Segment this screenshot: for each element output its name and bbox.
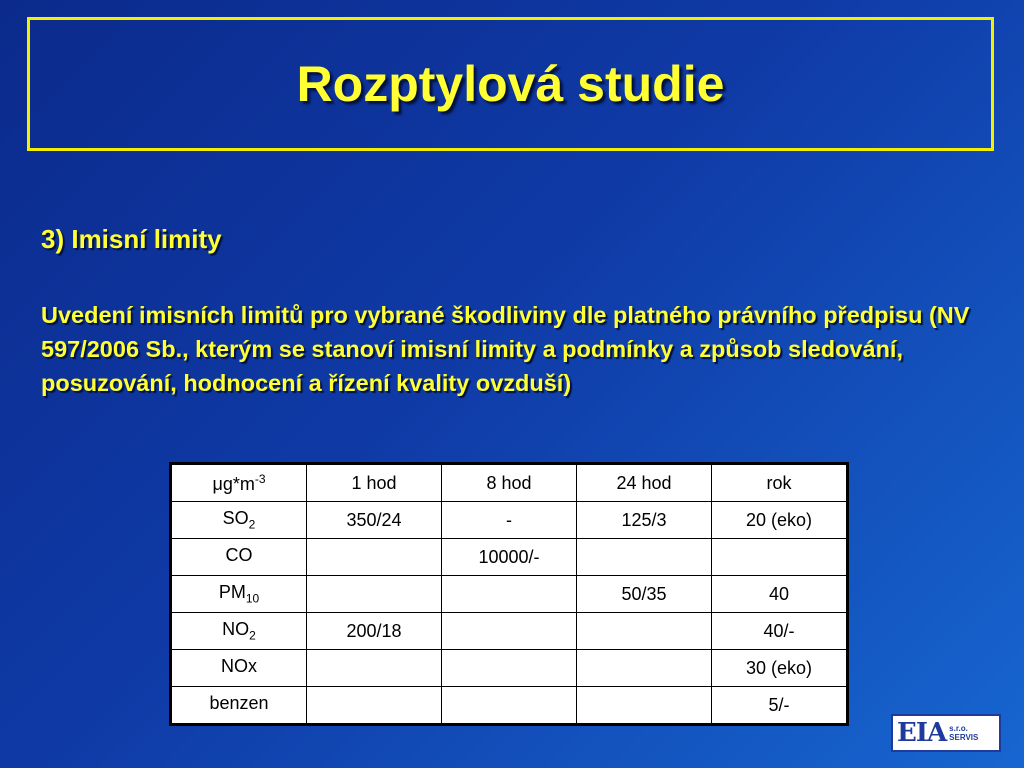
value-cell [442, 576, 577, 613]
header-cell: 24 hod [577, 464, 712, 502]
table-row [171, 650, 848, 687]
unit-header-cell: $\mu g*m^{-3}$ [171, 464, 307, 502]
value-cell [577, 650, 712, 687]
value-cell: 125/3 [577, 502, 712, 539]
logo-line: SERVIS [949, 733, 979, 742]
value-cell: 50/35 [577, 576, 712, 613]
value-cell [307, 576, 442, 613]
pollutant-cell: NOx [171, 650, 307, 687]
table-header-row [171, 464, 848, 502]
slide-title: Rozptylová studie [296, 56, 725, 112]
value-cell [577, 687, 712, 725]
value-cell: 350/24 [307, 502, 442, 539]
value-cell [307, 539, 442, 576]
pollutant-cell: CO [171, 539, 307, 576]
value-cell [442, 613, 577, 650]
table-row [171, 613, 848, 650]
value-cell: - [442, 502, 577, 539]
value-cell: 40/- [712, 613, 848, 650]
value-cell [307, 687, 442, 725]
value-cell [577, 613, 712, 650]
value-cell [442, 687, 577, 725]
value-cell: 10000/- [442, 539, 577, 576]
emission-limits-table [169, 462, 849, 726]
title-frame [27, 17, 994, 151]
pollutant-cell: $PM_{10}$ [171, 576, 307, 613]
logo-line: s.r.o. [949, 724, 968, 733]
table-row [171, 502, 848, 539]
value-cell: 200/18 [307, 613, 442, 650]
table-row [171, 539, 848, 576]
logo-side-text [949, 724, 978, 742]
header-cell: 1 hod [307, 464, 442, 502]
value-cell: 20 (eko) [712, 502, 848, 539]
table-row [171, 576, 848, 613]
header-cell: rok [712, 464, 848, 502]
value-cell: 30 (eko) [712, 650, 848, 687]
value-cell [577, 539, 712, 576]
value-cell: 5/- [712, 687, 848, 725]
pollutant-cell: $NO_2$ [171, 613, 307, 650]
logo-mark: EIA [897, 718, 947, 748]
value-cell: 40 [712, 576, 848, 613]
table-row [171, 687, 848, 725]
value-cell [442, 650, 577, 687]
section-heading: 3) Imisní limity [41, 224, 222, 254]
intro-paragraph: Uvedení imisních limitů pro vybrané škodliviny dle platného právního předpisu (NV 597/2006 Sb., kterým se stanoví imisní limity a podmínky a způsob sledování, posuzování, hodnocení a řízení kvality ovzduší) [41, 302, 970, 396]
pollutant-cell: $SO_2$ [171, 502, 307, 539]
value-cell [712, 539, 848, 576]
pollutant-cell: benzen [171, 687, 307, 725]
value-cell [307, 650, 442, 687]
eia-servis-logo [891, 714, 1001, 752]
header-cell: 8 hod [442, 464, 577, 502]
